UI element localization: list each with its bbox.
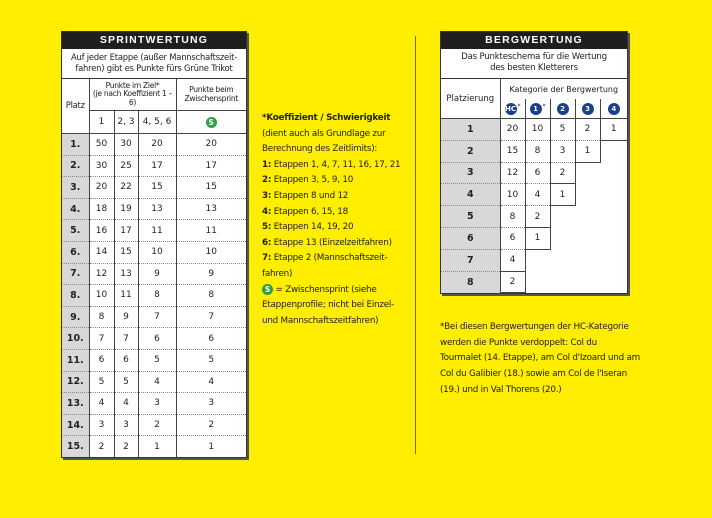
berg-empty-cell xyxy=(575,271,600,293)
sprint-row xyxy=(62,220,246,242)
berg-place-cell: 3 xyxy=(441,162,500,184)
category-header-cell xyxy=(525,99,550,119)
legend-item-text: Etappen 8 und 12 xyxy=(273,190,349,201)
berg-empty-cell xyxy=(550,206,575,228)
sprint-place-cell: 14. xyxy=(62,414,89,436)
sprint-intermediate-header-line1: Punkte beim xyxy=(189,85,234,95)
points-coef-23-cell: 6 xyxy=(114,349,138,371)
berg-empty-cell xyxy=(600,271,627,293)
berg-empty-cell xyxy=(575,249,600,271)
sprint-place-cell: 11. xyxy=(62,349,89,371)
berg-row xyxy=(441,184,627,206)
sprint-icon: S xyxy=(206,117,217,128)
sprint-title: SPRINTWERTUNG xyxy=(62,32,246,49)
points-coef-456-cell: 20 xyxy=(138,134,176,156)
sprint-row xyxy=(62,306,246,328)
points-coef-456-cell: 9 xyxy=(138,263,176,285)
points-coef-1-cell: 4 xyxy=(89,393,114,415)
coef-23-header: 2, 3 xyxy=(114,111,138,134)
points-coef-456-cell: 5 xyxy=(138,349,176,371)
legend-item-text: Etappe 2 (Mannschaftszeit-fahren) xyxy=(262,253,388,279)
berg-empty-cell xyxy=(575,162,600,184)
sprint-place-cell: 2. xyxy=(62,155,89,177)
sprint-row xyxy=(62,241,246,263)
points-sprint-cell: 8 xyxy=(176,285,246,307)
points-coef-23-cell: 4 xyxy=(114,393,138,415)
legend-item-key: 5: xyxy=(262,222,272,233)
berg-empty-cell xyxy=(525,271,550,293)
points-coef-456-cell: 11 xyxy=(138,220,176,242)
sprint-row xyxy=(62,134,246,156)
legend-item xyxy=(262,251,410,282)
category-2-icon: 2 xyxy=(557,103,569,115)
points-coef-23-cell: 22 xyxy=(114,177,138,199)
points-coef-1-cell: 20 xyxy=(89,177,114,199)
legend-item-text: Etappen 3, 5, 9, 10 xyxy=(273,175,354,186)
sprint-header-icon-cell xyxy=(176,111,246,134)
points-coef-23-cell: 3 xyxy=(114,414,138,436)
points-coef-1-cell: 5 xyxy=(89,371,114,393)
points-sprint-cell: 1 xyxy=(208,441,215,452)
points-coef-1-cell: 2 xyxy=(89,436,114,457)
points-coef-456-cell: 13 xyxy=(138,198,176,220)
berg-points-cell: 12 xyxy=(500,162,525,184)
points-coef-23-cell: 2 xyxy=(114,436,138,457)
berg-title: BERGWERTUNG xyxy=(441,32,627,49)
points-coef-23-cell: 11 xyxy=(114,285,138,307)
berg-category-header: Kategorie der Bergwertung xyxy=(509,84,619,94)
points-sprint-cell: 10 xyxy=(176,241,246,263)
points-sprint-cell: 15 xyxy=(176,177,246,199)
legend-item xyxy=(262,173,410,189)
berg-points-cell: 15 xyxy=(500,140,525,162)
sprint-place-cell: 1. xyxy=(62,134,89,156)
legend-sprint-note-text: = Zwischensprint (siehe Etappenprofile; nicht bei Einzel- und Mannschaftszeitfahren) xyxy=(262,284,394,326)
sprint-finish-header-line2: (je nach Koeffizient 1 – 6) xyxy=(92,89,173,107)
legend-item-key: 7: xyxy=(262,253,272,264)
points-coef-23-cell: 9 xyxy=(114,306,138,328)
sprint-row xyxy=(62,155,246,177)
legend-item-text: Etappen 14, 19, 20 xyxy=(273,222,354,233)
berg-footnote: *Bei diesen Bergwertungen der HC-Kategorie werden die Punkte verdoppelt: Col du Tourmalet (14. Etappe), am Col d'Izoard und am Col du Galibier (18.) sowie am Col de l'Iseran (19.) und in Val Thorens (20.) xyxy=(440,322,640,395)
mountain-points-table xyxy=(441,79,627,293)
legend-sprint-note xyxy=(262,283,410,330)
points-coef-456-cell: 1 xyxy=(138,436,176,457)
legend-item-text: Etappe 13 (Einzelzeitfahren) xyxy=(273,237,392,248)
sprint-finish-header-line1: Punkte im Ziel* xyxy=(105,80,160,90)
berg-points-cell: 3 xyxy=(550,140,575,162)
legend-item xyxy=(262,205,410,221)
points-coef-1-cell: 6 xyxy=(89,349,114,371)
points-coef-456-cell: 15 xyxy=(138,177,176,199)
sprint-table-box xyxy=(61,31,247,458)
legend-item xyxy=(262,236,410,252)
legend-item-key: 1: xyxy=(262,159,272,170)
category-footnote-marker: * xyxy=(517,102,521,110)
points-coef-23-cell: 15 xyxy=(114,241,138,263)
sprint-row xyxy=(62,177,246,199)
points-coef-23-cell: 5 xyxy=(114,371,138,393)
sprint-row xyxy=(62,371,246,393)
sprint-place-cell: 8. xyxy=(62,285,89,307)
berg-points-cell: 2 xyxy=(575,119,600,141)
mountain-table-box xyxy=(440,31,628,294)
berg-empty-cell xyxy=(600,227,627,249)
points-coef-456-cell: 10 xyxy=(138,241,176,263)
berg-description-line2: des besten Kletterers xyxy=(490,63,578,73)
points-sprint-cell: 13 xyxy=(176,198,246,220)
coef-1-header: 1 xyxy=(89,111,114,134)
sprint-row xyxy=(62,328,246,350)
sprint-points-table xyxy=(62,79,246,457)
berg-empty-cell xyxy=(600,140,627,162)
points-sprint-cell: 4 xyxy=(176,371,246,393)
sprint-row xyxy=(62,414,246,436)
berg-place-cell: 6 xyxy=(441,227,500,249)
points-sprint-cell: 9 xyxy=(176,263,246,285)
berg-points-cell: 1 xyxy=(525,227,550,249)
berg-empty-cell xyxy=(600,184,627,206)
points-coef-1-cell: 12 xyxy=(89,263,114,285)
berg-row xyxy=(441,119,627,141)
berg-description xyxy=(441,49,627,79)
berg-empty-cell xyxy=(575,227,600,249)
sprint-place-cell: 10. xyxy=(62,328,89,350)
berg-row xyxy=(441,140,627,162)
berg-row xyxy=(441,162,627,184)
berg-points-cell: 10 xyxy=(500,184,525,206)
berg-empty-cell xyxy=(600,249,627,271)
points-coef-456-cell: 2 xyxy=(138,414,176,436)
berg-row xyxy=(441,249,627,271)
sprint-place-cell: 13. xyxy=(62,393,89,415)
berg-points-cell: 5 xyxy=(550,119,575,141)
sprint-row xyxy=(62,349,246,371)
legend-title: *Koeffizient / Schwierigkeit xyxy=(262,113,391,123)
berg-empty-cell xyxy=(575,206,600,228)
category-hc-icon: HC xyxy=(505,104,516,113)
points-coef-1-cell: 30 xyxy=(89,155,114,177)
legend-item-text: Etappen 1, 4, 7, 11, 16, 17, 21 xyxy=(273,159,401,170)
berg-points-cell: 4 xyxy=(525,184,550,206)
category-3-icon: 3 xyxy=(582,103,594,115)
points-coef-23-cell: 30 xyxy=(114,134,138,156)
berg-points-cell: 1 xyxy=(550,184,575,206)
sprint-row xyxy=(62,198,246,220)
berg-points-cell: 20 xyxy=(500,119,525,141)
berg-points-cell: 1 xyxy=(575,140,600,162)
points-coef-1-cell: 50 xyxy=(89,134,114,156)
category-header-cell xyxy=(600,99,627,119)
berg-row xyxy=(441,227,627,249)
sprint-intermediate-header xyxy=(176,79,246,111)
berg-points-cell: 8 xyxy=(525,140,550,162)
legend-intro: (dient auch als Grundlage zur Berechnung des Zeitlimits): xyxy=(262,128,386,155)
sprint-description: Auf jeder Etappe (außer Mannschaftszeit-fahren) gibt es Punkte fürs Grüne Trikot xyxy=(62,49,246,79)
legend-item-key: 4: xyxy=(262,206,272,217)
berg-place-cell: 7 xyxy=(441,249,500,271)
sprint-place-cell: 12. xyxy=(62,371,89,393)
points-sprint-cell: 3 xyxy=(176,393,246,415)
points-coef-456-cell: 7 xyxy=(138,306,176,328)
points-coef-456-cell: 3 xyxy=(138,393,176,415)
sprint-place-header: Platz xyxy=(62,79,89,134)
sprint-finish-header xyxy=(89,79,176,111)
category-header-cell xyxy=(500,99,525,119)
points-coef-1-cell: 14 xyxy=(89,241,114,263)
points-sprint-cell: 7 xyxy=(176,306,246,328)
points-sprint-cell: 17 xyxy=(176,155,246,177)
berg-place-cell: 1 xyxy=(441,119,500,141)
points-coef-23-cell: 19 xyxy=(114,198,138,220)
berg-points-cell: 10 xyxy=(525,119,550,141)
berg-empty-cell xyxy=(550,249,575,271)
points-coef-456-cell: 17 xyxy=(138,155,176,177)
berg-points-cell: 6 xyxy=(525,162,550,184)
legend-item-key: 6: xyxy=(262,237,272,248)
points-coef-1-cell: 3 xyxy=(89,414,114,436)
berg-empty-cell xyxy=(600,162,627,184)
points-coef-1-cell: 18 xyxy=(89,198,114,220)
points-sprint-cell: 5 xyxy=(176,349,246,371)
points-coef-456-cell: 6 xyxy=(138,328,176,350)
berg-place-cell: 8 xyxy=(441,271,500,293)
sprint-row xyxy=(62,263,246,285)
points-sprint-cell: 11 xyxy=(176,220,246,242)
sprint-place-cell: 5. xyxy=(62,220,89,242)
sprint-row xyxy=(62,436,246,457)
berg-points-cell: 2 xyxy=(500,271,525,293)
legend-item xyxy=(262,220,410,236)
points-coef-1-cell: 16 xyxy=(89,220,114,242)
berg-row xyxy=(441,271,627,293)
category-1-icon: 1 xyxy=(530,103,542,115)
berg-empty-cell xyxy=(550,227,575,249)
sprint-place-cell: 15. xyxy=(62,436,89,457)
berg-empty-cell xyxy=(550,271,575,293)
berg-description-line1: Das Punkteschema für die Wertung xyxy=(461,52,607,62)
points-coef-23-cell: 13 xyxy=(114,263,138,285)
berg-empty-cell xyxy=(575,184,600,206)
points-coef-1-cell: 10 xyxy=(89,285,114,307)
column-divider xyxy=(415,36,416,454)
points-coef-23-cell: 25 xyxy=(114,155,138,177)
berg-place-header: Platzierung xyxy=(441,79,500,119)
legend-item xyxy=(262,189,410,205)
sprint-icon: S xyxy=(262,284,273,295)
points-coef-1-cell: 7 xyxy=(89,328,114,350)
sprint-place-cell: 6. xyxy=(62,241,89,263)
coef-456-header: 4, 5, 6 xyxy=(138,111,176,134)
points-sprint-cell: 2 xyxy=(176,414,246,436)
legend-item-key: 2: xyxy=(262,175,272,186)
sprint-intermediate-header-line2: Zwischensprint xyxy=(184,93,239,103)
sprint-place-cell: 9. xyxy=(62,306,89,328)
berg-points-cell: 4 xyxy=(500,249,525,271)
berg-row xyxy=(441,206,627,228)
category-header-cell xyxy=(550,99,575,119)
berg-place-cell: 4 xyxy=(441,184,500,206)
berg-points-cell: 2 xyxy=(550,162,575,184)
berg-empty-cell xyxy=(600,206,627,228)
berg-place-cell: 5 xyxy=(441,206,500,228)
category-footnote-marker: * xyxy=(542,102,546,110)
sprint-place-cell: 3. xyxy=(62,177,89,199)
category-header-cell xyxy=(575,99,600,119)
points-coef-23-cell: 7 xyxy=(114,328,138,350)
points-coef-23-cell: 17 xyxy=(114,220,138,242)
sprint-place-cell: 7. xyxy=(62,263,89,285)
sprint-row xyxy=(62,285,246,307)
berg-points-cell: 8 xyxy=(500,206,525,228)
berg-points-cell: 6 xyxy=(500,227,525,249)
category-4-icon: 4 xyxy=(608,103,620,115)
berg-empty-cell xyxy=(525,249,550,271)
points-coef-1-cell: 8 xyxy=(89,306,114,328)
points-sprint-cell: 6 xyxy=(176,328,246,350)
legend-item xyxy=(262,158,410,174)
berg-points-cell: 1 xyxy=(600,119,627,141)
coefficient-legend xyxy=(262,111,410,329)
points-coef-456-cell: 4 xyxy=(138,371,176,393)
legend-item-text: Etappen 6, 15, 18 xyxy=(273,206,348,217)
points-coef-456-cell: 8 xyxy=(138,285,176,307)
sprint-row xyxy=(62,393,246,415)
points-sprint-cell: 20 xyxy=(176,134,246,156)
berg-points-cell: 2 xyxy=(525,206,550,228)
berg-place-cell: 2 xyxy=(441,140,500,162)
legend-item-key: 3: xyxy=(262,190,272,201)
sprint-place-cell: 4. xyxy=(62,198,89,220)
legend-items xyxy=(262,158,410,283)
